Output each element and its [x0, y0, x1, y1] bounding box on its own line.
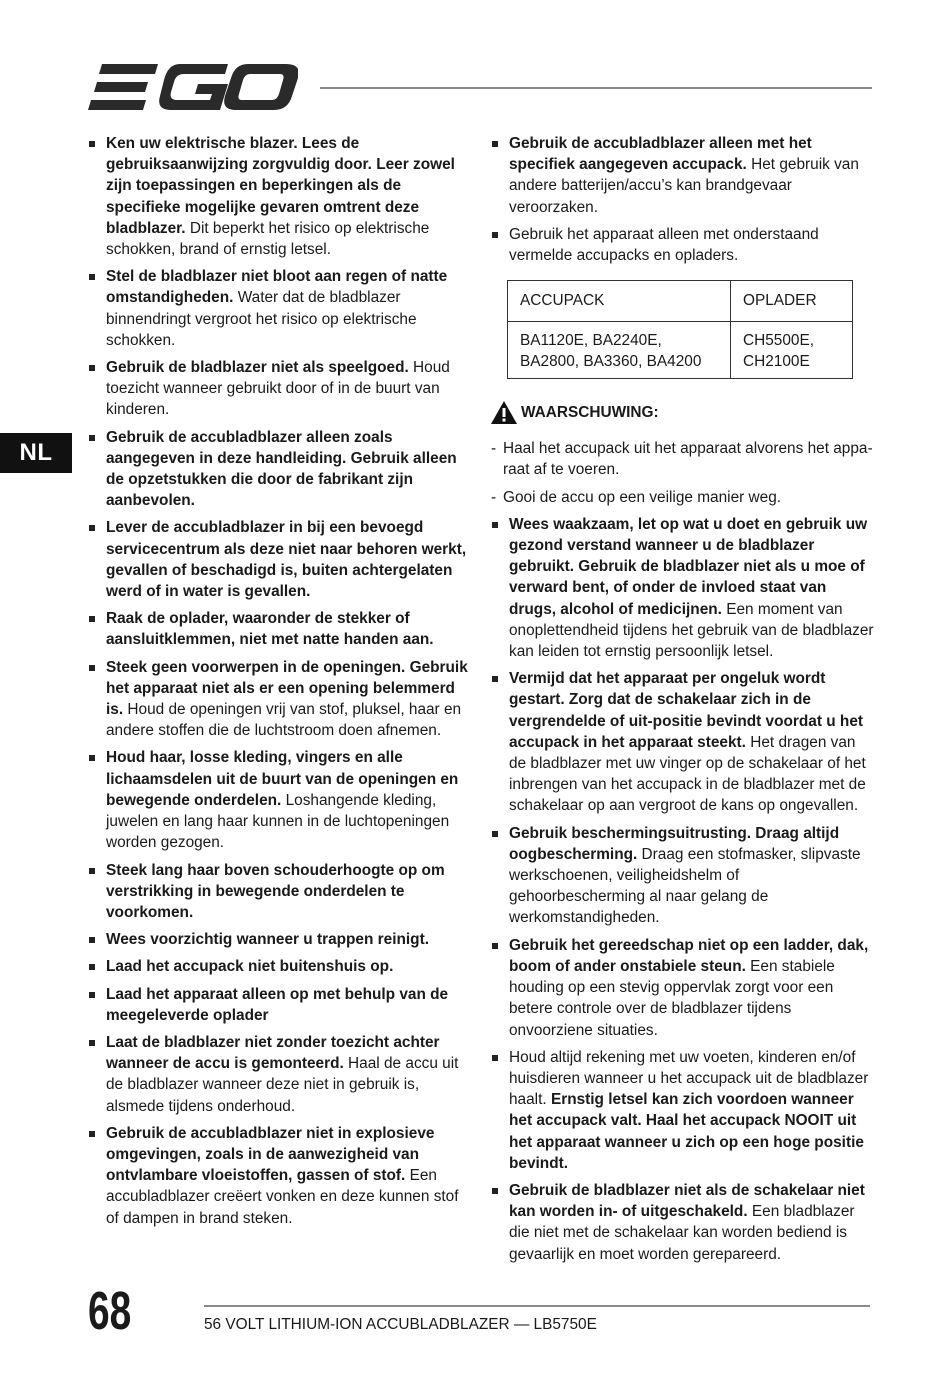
bullet-bold-text: Lever de accubladblazer in bij een bevoegd servicecentrum als deze niet naar behoren werkt, gevallen of beschadigd is, buiten achtergelaten werd of in water is gevallen. [106, 519, 467, 601]
bullet-bold-text: Wees waakzaam, let op wat u doet en gebruik uw gezond verstand wanneer u de bladblazer gebruikt. Gebruik de bladblazer niet als u moe of verward bent, of onder de invloed staat van drugs, alcohol of medicijnen. [509, 515, 868, 618]
bullet-item [491, 133, 875, 218]
bullet-bold-text: Stel de bladblazer niet bloot aan regen of natte omstandigheden. [106, 268, 448, 307]
bullet-normal-text: Een accubladblazer creëert vonken en deze kunnen stof of dampen in brand steken. [106, 1167, 459, 1227]
ego-logo [88, 64, 298, 112]
warning-dash-item [491, 487, 875, 508]
battery-charger-table [507, 280, 853, 379]
bullet-bold-text: Laat de bladblazer niet zonder toezicht achter wanneer de accu is gemonteerd. [106, 1033, 440, 1073]
bullet-item [491, 668, 875, 816]
bullet-normal-text: Dit beperkt het risico op elektrische schokken, brand of ernstig letsel. [106, 219, 430, 259]
bullet-item [88, 984, 468, 1026]
bullet-normal-text: Een bladblazer die niet met de schakelaar kan worden bediend is gevaarlijk en moet worden gerepareerd. [509, 1203, 855, 1263]
bullet-item [491, 823, 875, 929]
footer-title: 56 VOLT LITHIUM-ION ACCUBLADBLAZER — LB5750E [204, 1316, 597, 1333]
bullet-item [491, 1180, 875, 1265]
bullet-item [88, 133, 468, 260]
bullet-normal-text: Gebruik het apparaat alleen met onderstaand vermelde accupacks en opladers. [509, 225, 819, 265]
bullet-bold-text: Gebruik de accubladblazer alleen zoals aangegeven in deze handleiding. Gebruik alleen de opzetstukken die door de fabrikant zijn aanbevolen. [106, 428, 457, 510]
bullet-item [491, 514, 875, 662]
header-rule [320, 87, 872, 89]
bullet-item [88, 929, 468, 950]
bullet-item [88, 956, 468, 977]
bullet-normal-text: Houd toezicht wanneer gebruikt door of in de buurt van kinderen. [106, 359, 450, 419]
warning-dash-text: Gooi de accu op een veilige manier weg. [503, 488, 782, 506]
bullet-bold-text: Gebruik de accubladblazer niet in explosieve omgevingen, zoals in de aanwezigheid van ontvlambare vloeistoffen, gassen of stof. [106, 1124, 435, 1185]
bullet-bold-text: Ernstig letsel kan zich voordoen wanneer het accupack valt. Haal het accupack NOOIT uit het apparaat wanneer u zich op een hoge positie bevindt. [509, 1091, 864, 1172]
bullet-normal-text: Een stabiele houding op een stevig oppervlak zorgt voor een betere controle over de bladblazer tijdens onvoorziene situaties. [509, 957, 835, 1039]
right-top-bullet-list [491, 133, 875, 266]
left-column [88, 133, 468, 1235]
bullet-normal-text: Loshangende kleding, juwelen en lang haar kunnen in de luchtopeningen worden gezogen. [106, 791, 450, 852]
bullet-normal-text: Houd altijd rekening met uw voeten, kinderen en/of huisdieren wanneer u het accupack uit de bladblazer haalt. [509, 1048, 869, 1109]
bullet-item [88, 747, 468, 853]
page-number: 68 [88, 1281, 132, 1341]
table-header-row [508, 281, 853, 322]
dash-marker: - [491, 488, 497, 506]
bullet-item [491, 224, 875, 266]
bullet-normal-text: Draag een stofmasker, slipvaste werkschoenen, veiligheidshelm of gehoorbescherming al naar gelang de werkomstandigheden. [509, 845, 861, 927]
bullet-bold-text: Gebruik de bladblazer niet als speelgoed. [106, 359, 409, 377]
bullet-item [88, 517, 468, 602]
bullet-item [88, 608, 468, 650]
bullet-normal-text: Het gebruik van andere batterijen/accu’s kan brandgevaar veroorzaken. [509, 156, 859, 216]
table-cell-chargers: CH5500E, CH2100E [731, 322, 853, 379]
right-column [491, 133, 875, 1271]
bullet-item [88, 357, 468, 421]
bullet-item [88, 1032, 468, 1117]
bullet-bold-text: Raak de oplader, waaronder de stekker of aansluitklemmen, niet met natte handen aan. [106, 610, 434, 649]
bullet-bold-text: Vermijd dat het apparaat per ongeluk wordt gestart. Zorg dat de schakelaar zich in de vergrendelde of uit-positie bevindt voordat u het accupack in het apparaat steekt. [509, 670, 864, 751]
bullet-normal-text: Een moment van onoplettendheid tijdens het gebruik van de bladblazer kan leiden tot ernstig persoonlijk letsel. [509, 600, 874, 661]
table-header-accupack: ACCUPACK [508, 281, 731, 322]
warning-dash-text: Haal het accupack uit het apparaat alvorens het appa-raat af te voeren. [503, 440, 873, 479]
bullet-bold-text: Gebruik de bladblazer niet als de schakelaar niet kan worden in- of uitgeschakeld. [509, 1181, 865, 1221]
bullet-bold-text: Laad het apparaat alleen op met behulp van de meegeleverde oplader [106, 985, 449, 1024]
bullet-normal-text: Water dat de bladblazer binnendringt vergroot het risico op elektrische schokken. [106, 289, 417, 349]
warning-title: WAARSCHUWING: [521, 404, 659, 422]
bullet-bold-text: Gebruik het gereedschap niet op een ladder, dak, boom of ander onstabiele steun. [509, 936, 869, 975]
bullet-bold-text: Ken uw elektrische blazer. Lees de gebruiksaanwijzing zorgvuldig door. Leer zowel zijn toepassingen en beperkingen als de specifieke mogelijke gevaren omtrent deze bladblazer. [106, 135, 455, 237]
footer-rule [204, 1305, 870, 1307]
bullet-bold-text: Gebruik de accubladblazer alleen met het specifiek aangegeven accupack. [509, 135, 812, 174]
table-header-oplader: OPLADER [731, 281, 853, 322]
bullet-bold-text: Gebruik beschermingsuitrusting. Draag altijd oogbescherming. [509, 824, 840, 863]
bullet-bold-text: Steek lang haar boven schouderhoogte op om verstrikking in bewegende onderdelen te voorkomen. [106, 861, 445, 921]
warning-triangle-icon [491, 401, 517, 424]
bullet-normal-text: Haal de accu uit de bladblazer wanneer deze niet in gebruik is, alsmede tijdens onderhoud. [106, 1055, 459, 1115]
bullet-item [88, 657, 468, 742]
warning-heading [491, 401, 875, 424]
dash-marker: - [491, 440, 497, 458]
table-row [508, 322, 853, 379]
warning-dash-item [491, 438, 875, 480]
bullet-item [88, 860, 468, 924]
bullet-item [88, 427, 468, 512]
bullet-item [88, 266, 468, 351]
bullet-bold-text: Steek geen voorwerpen in de openingen. Gebruik het apparaat niet als er een opening belemmerd is. [106, 658, 468, 719]
bullet-normal-text: Het dragen van de bladblazer met uw vinger op de schakelaar of het inbrengen van het accupack in de bladblazer met de schakelaar op aan vergroot de kans op ongevallen. [509, 733, 866, 815]
bullet-item [88, 1123, 468, 1229]
bullet-item [491, 1047, 875, 1174]
left-bullet-list [88, 133, 468, 1229]
bullet-bold-text: Houd haar, losse kleding, vingers en alle lichaamsdelen uit de buurt van de openingen en bewegende onderdelen. [106, 749, 459, 809]
bullet-normal-text: Houd de openingen vrij van stof, pluksel, haar en andere stoffen die de luchtstroom doen afnemen. [106, 701, 462, 740]
language-tab: NL [0, 433, 72, 473]
right-bottom-bullet-list [491, 514, 875, 1265]
bullet-bold-text: Wees voorzichtig wanneer u trappen reinigt. [106, 931, 429, 949]
bullet-bold-text: Laad het accupack niet buitenshuis op. [106, 958, 394, 976]
bullet-item [491, 935, 875, 1041]
table-cell-accupacks: BA1120E, BA2240E, BA2800, BA3360, BA4200 [508, 322, 731, 379]
